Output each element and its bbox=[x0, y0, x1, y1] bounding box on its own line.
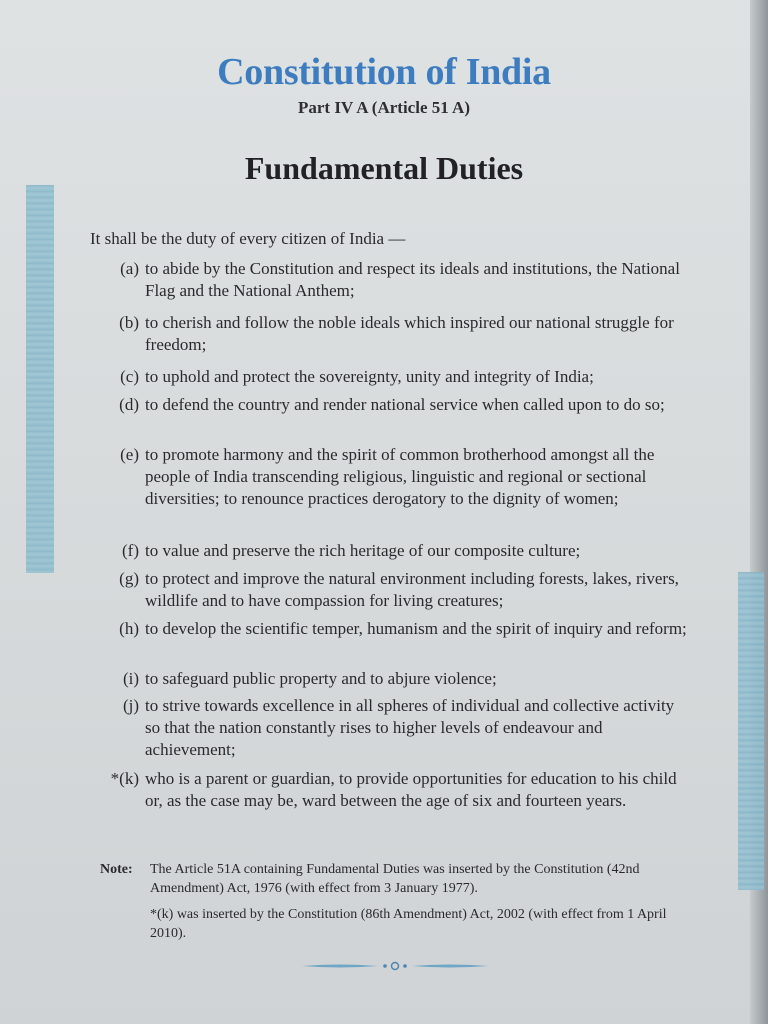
note-text: The Article 51A containing Fundamental Duties was inserted by the Constitution (42nd Amendment) Act, 1976 (with effect from 3 January 1977). bbox=[150, 862, 640, 896]
duty-marker: (b) bbox=[119, 313, 139, 332]
duty-marker: (g) bbox=[119, 569, 139, 588]
duty-marker: (a) bbox=[120, 259, 139, 278]
duty-text: to safeguard public property and to abjure violence; bbox=[145, 669, 497, 688]
duty-marker: (d) bbox=[119, 395, 139, 414]
left-tab-marker bbox=[26, 185, 54, 573]
duty-marker: (h) bbox=[119, 619, 139, 638]
section-heading: Fundamental Duties bbox=[244, 150, 524, 186]
duty-text: to protect and improve the natural environment including forests, lakes, rivers, wildlife and to have compassion for living creatures; bbox=[145, 569, 679, 610]
note-label: Note: bbox=[100, 862, 133, 877]
duty-text: to promote harmony and the spirit of common brotherhood amongst all the people of India transcending religious, linguistic and regional or sectional diversities; to renounce practices derogatory to the dignity of women; bbox=[145, 445, 655, 508]
duty-marker: (e) bbox=[120, 445, 139, 464]
duty-text: to strive towards excellence in all spheres of individual and collective activity so that the nation constantly rises to higher levels of endeavour and achievement; bbox=[145, 696, 675, 759]
duty-marker: (i) bbox=[122, 669, 139, 688]
duty-marker: (j) bbox=[122, 696, 139, 715]
duty-marker: *(k) bbox=[110, 769, 139, 788]
duty-text: to uphold and protect the sovereignty, unity and integrity of India; bbox=[145, 367, 594, 386]
duty-text: to develop the scientific temper, humanism and the spirit of inquiry and reform; bbox=[145, 619, 687, 638]
duty-marker: (f) bbox=[122, 541, 139, 560]
duty-text: to abide by the Constitution and respect its ideals and institutions, the National Flag and the National Anthem; bbox=[145, 259, 680, 300]
note-text-k: *(k) was inserted by the Constitution (86th Amendment) Act, 2002 (with effect from 1 April 2010). bbox=[150, 907, 667, 941]
duty-text: to defend the country and render national service when called upon to do so; bbox=[145, 395, 665, 414]
duty-marker: (c) bbox=[120, 367, 139, 386]
document-title: Constitution of India bbox=[217, 51, 551, 93]
duty-text: who is a parent or guardian, to provide opportunities for education to his child or, as the case may be, ward between the age of six and fourteen years. bbox=[145, 769, 677, 810]
intro-text: It shall be the duty of every citizen of India — bbox=[90, 229, 406, 248]
duty-text: to value and preserve the rich heritage of our composite culture; bbox=[145, 541, 581, 560]
document-subtitle: Part IV A (Article 51 A) bbox=[297, 98, 470, 117]
ornament-divider-icon bbox=[300, 958, 490, 974]
right-tab-marker bbox=[738, 572, 764, 890]
duty-text: to cherish and follow the noble ideals which inspired our national struggle for freedom; bbox=[145, 313, 674, 354]
